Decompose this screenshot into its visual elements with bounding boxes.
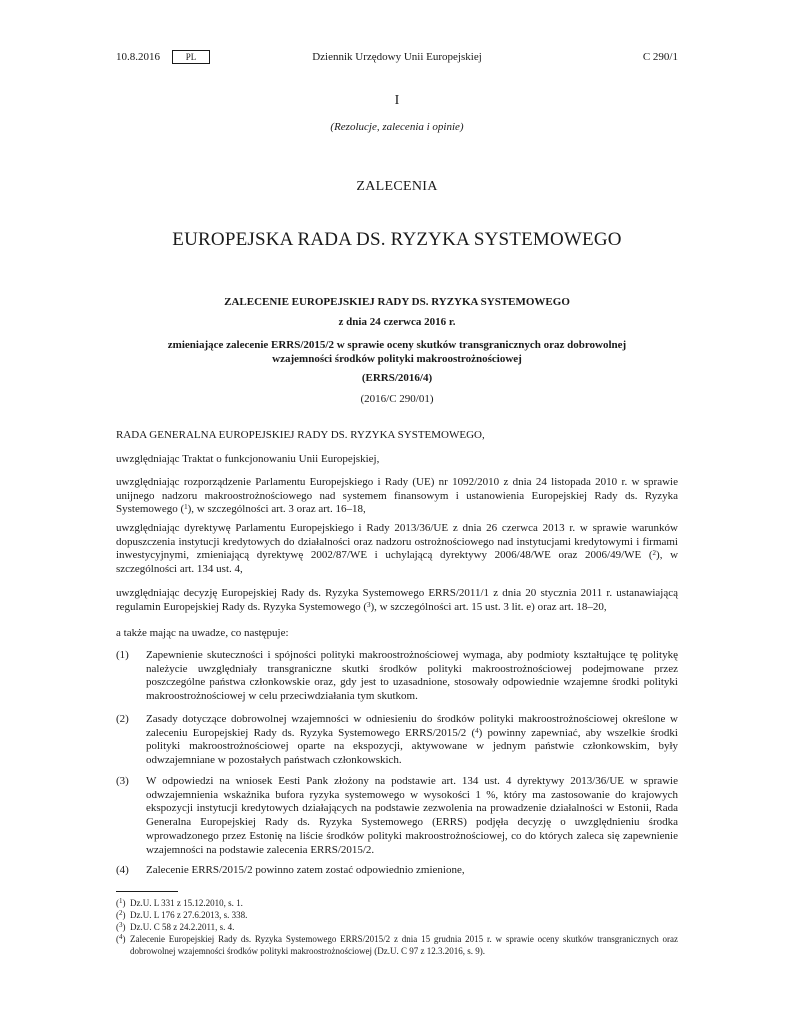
document-date: z dnia 24 czerwca 2016 r.: [338, 316, 456, 328]
citation-regulation: uwzględniając rozporządzenie Parlamentu Europejskiego i Rady (UE) nr 1092/2010 z dnia 24 listopada 2010 r. w sprawie unijnego nadzoru makroostrożnościowego nad systemem finansowym i ustanowienia Europejskiej Rady ds. Ryzyka Systemowego ($^1$), w szczególności art. 3 oraz art. 16–18,: [116, 476, 678, 516]
recital-number: (2): [116, 713, 129, 725]
recital-text: Zapewnienie skuteczności i spójności polityki makroostrożnościowej wymaga, aby podmioty kształtujące tę politykę należycie uwzględniały transgraniczne skutki środków polityki makroostrożnościowej podejmowane przez poszczególne państwa członkowskie oraz, gdy jest to uzasadnione, stosowały odpowiednie wzajemne środki polityki makroostrożnościowej w celu przeciwdziałania tym skutkom.: [146, 649, 678, 703]
document-code: (ERRS/2016/4): [361, 372, 433, 384]
section-subtitle: (Rezolucje, zalecenia i opinie): [330, 121, 464, 133]
citation-decision: uwzględniając decyzję Europejskiej Rady ds. Ryzyka Systemowego ERRS/2011/1 z dnia 20 stycznia 2011 r. ustanawiającą regulamin Europejskiej Rady ds. Ryzyka Systemowego ($^3$), w szczególności art. 15 ust. 3 lit. e) oraz art. 18–20,: [116, 587, 678, 613]
citation-directive: uwzględniając dyrektywę Parlamentu Europejskiego i Rady 2013/36/UE z dnia 26 czerwca 2013 r. w sprawie warunków dopuszczenia instytucji kredytowych do działalności oraz nadzoru ostrożnościowego nad instytucjami kredytowymi i firmami inwestycyjnymi, zmieniającą dyrektywę 2002/87/WE i uchylającą dyrektywy 2006/48/WE oraz 2006/49/WE ($^2$), w szczególności art. 134 ust. 4,: [116, 522, 679, 576]
footnote-ref-3[interactable]: 3: [367, 600, 371, 609]
footnote-ref-4[interactable]: 4: [475, 726, 479, 735]
journal-name: Dziennik Urzędowy Unii Europejskiej: [312, 51, 482, 63]
recital-number: (3): [116, 775, 129, 787]
language-badge: PL: [172, 50, 210, 64]
document-subject-line-1: zmieniające zalecenie ERRS/2015/2 w sprawie oceny skutków transgranicznych oraz dobrowolnej: [167, 339, 627, 351]
organisation-title: EUROPEJSKA RADA DS. RYZYKA SYSTEMOWEGO: [172, 229, 622, 250]
footnote-ref-1[interactable]: 1: [184, 503, 188, 512]
recitals-intro: a także mając na uwadze, co następuje:: [116, 627, 289, 639]
document-page: Dziennik Urzędowy Unii Europejskiej 10.8.2016 PL C 290/1 I (Rezolucje, zalecenia i opinie) ZALECENIA EUROPEJSKA RADA DS. RYZYKA SYSTEMOWEGO ZALECENIE EUROPEJSKIEJ RADY DS. RYZYKA SYSTEMOWEGO z dnia 24 czerwca 2016 r. zmieniające zalecenie ERRS/2015/2 w sprawie oceny skutków transgranicznych oraz dobrowolnej wzajemności środków polityki makroostrożnościowej (ERRS/2016/4) (2016/C 290/01) RADA GENERALNA EUROPEJSKIEJ RADY DS. RYZYKA SYSTEMOWEGO, uwzględniając Traktat o funkcjonowaniu Unii Europejskiej, uwzględniając rozporządzenie Parlamentu Europejskiego i Rady (UE) nr 1092/2010 z dnia 24 listopada 2010 r. w sprawie unijnego nadzoru makroostrożnościowego nad systemem finansowym i ustanowienia Europejskiej Rady ds. Ryzyka Systemowego ($^1$), w szczególności art. 3 oraz art. 16–18, uwzględniając dyrektywę Parlamentu Europejskiego i Rady 2013/36/UE z dnia 26 czerwca 2013 r. w sprawie warunków dopuszczenia instytucji kredytowych do działalności oraz nadzoru ostrożnościowego nad instytucjami kredytowymi i firmami inwestycyjnymi, zmieniającą dyrektywę 2002/87/WE i uchylającą dyrektywy 2006/48/WE oraz 2006/49/WE ($^2$), w szczególności art. 134 ust. 4, uwzględniając decyzję Europejskiej Rady ds. Ryzyka Systemowego ERRS/2011/1 z dnia 20 stycznia 2011 r. ustanawiającą regulamin Europejskiej Rady ds. Ryzyka Systemowego ($^3$), w szczególności art. 15 ust. 3 lit. e) oraz art. 18–20, a także mając na uwadze, co następuje: (1) Zapewnienie skuteczności i spójności polityki makroostrożnościowej wymaga, aby podmioty kształtujące tę politykę należycie uwzględniały transgraniczne skutki środków polityki makroostrożnościowej podejmowane przez poszczególne państwa członkowskie oraz, gdy jest to uzasadnione, stosowały odpowiednie wzajemne środki polityki makroostrożnościowej w celu przeciwdziałania tym skutkom. (2) Zasady dotyczące dobrowolnej wzajemności w odniesieniu do środków polityki makroostrożnościowej określone w zaleceniu Europejskiej Rady ds. Ryzyka Systemowego ERRS/2015/2 ($^4$) powinny zapewniać, aby wszelkie środki polityki makroostrożnościowej oparte na ekspozycji, aktywowane w jednym państwie członkowskim, były odwzajemniane w pozostałych państwach członkowskich. (3) W odpowiedzi na wniosek Eesti Pank złożony na podstawie art. 134 ust. 4 dyrektywy 2013/36/UE w sprawie odwzajemnienia wskaźnika bufora ryzyka systemowego w wysokości 1 %, który ma zastosowanie do krajowych ekspozycji instytucji kredytowych działających na podstawie zezwolenia na prowadzenie działalności w Estonii, Rada Generalna Europejskiej Rady ds. Ryzyka Systemowego (ERRS) podjęła decyzję o uwzględnieniu środka wprowadzonego przez Estonię na liście środków polityki makroostrożnościowej, co do których zaleca się zapewnienie wzajemności na podstawie zalecenia ERRS/2015/2. (4) Zalecenie ERRS/2015/2 powinno zatem zostać odpowiednio zmienione, ($^1$) Dz.U. L 331 z 15.12.2010, s. 1. ($^2$) Dz.U. L 176 z 27.6.2013, s. 338. ($^3$) Dz.U. C 58 z 24.2.2011, s. 4. ($^4$) Zalecenie Europejskiej Rady ds. Ryzyka Systemowego ERRS/2015/2 z dnia 15 grudnia 2015 r. w sprawie oceny skutków transgranicznych oraz dobrowolnej wzajemności środków polityki makroostrożnościowej (Dz.U. C 97 z 12.3.2016, s. 9).: [116, 51, 679, 956]
recital-text: Zalecenie ERRS/2015/2 powinno zatem zostać odpowiednio zmienione,: [146, 864, 465, 876]
page-reference: C 290/1: [642, 51, 678, 63]
recital-text: Zasady dotyczące dobrowolnej wzajemności w odniesieniu do środków polityki makroostrożnościowej określone w zaleceniu Europejskiej Rady ds. Ryzyka Systemowego ERRS/2015/2 ($^4$) powinny zapewniać, aby wszelkie środki polityki makroostrożnościowej oparte na ekspozycji, aktywowane w jednym państwie członkowskim, były odwzajemniane w pozostałych państwach członkowskich.: [146, 713, 678, 767]
publication-date: 10.8.2016: [116, 51, 160, 63]
section-number: I: [394, 93, 400, 108]
recital-number: (4): [116, 864, 129, 876]
document-subject-line-2: wzajemności środków polityki makroostrożnościowej: [272, 353, 522, 365]
recital-text: W odpowiedzi na wniosek Eesti Pank złożony na podstawie art. 134 ust. 4 dyrektywy 2013/36/UE w sprawie odwzajemnienia wskaźnika bufora ryzyka systemowego w wysokości 1 %, który ma zastosowanie do krajowych ekspozycji instytucji kredytowych działających na podstawie zezwolenia na prowadzenie działalności w Estonii, Rada Generalna Europejskiej Rady ds. Ryzyka Systemowego (ERRS) podjęła decyzję o uwzględnieniu środka wprowadzonego przez Estonię na liście środków polityki makroostrożnościowej, co do których zaleca się zapewnienie wzajemności na podstawie zalecenia ERRS/2015/2.: [146, 775, 678, 856]
footnote-ref-2[interactable]: 2: [652, 549, 657, 558]
footnote-divider: [116, 891, 178, 892]
document-title: ZALECENIE EUROPEJSKIEJ RADY DS. RYZYKA SYSTEMOWEGO: [224, 296, 570, 308]
citation-treaty: uwzględniając Traktat o funkcjonowaniu Unii Europejskiej,: [116, 453, 380, 465]
document-subject: [116, 338, 678, 366]
recital-number: (1): [116, 649, 129, 661]
document-reference: (2016/C 290/01): [360, 393, 434, 405]
page-header: [116, 51, 678, 67]
issuing-body: RADA GENERALNA EUROPEJSKIEJ RADY DS. RYZYKA SYSTEMOWEGO,: [116, 429, 485, 441]
section-title: ZALECENIA: [356, 179, 438, 194]
